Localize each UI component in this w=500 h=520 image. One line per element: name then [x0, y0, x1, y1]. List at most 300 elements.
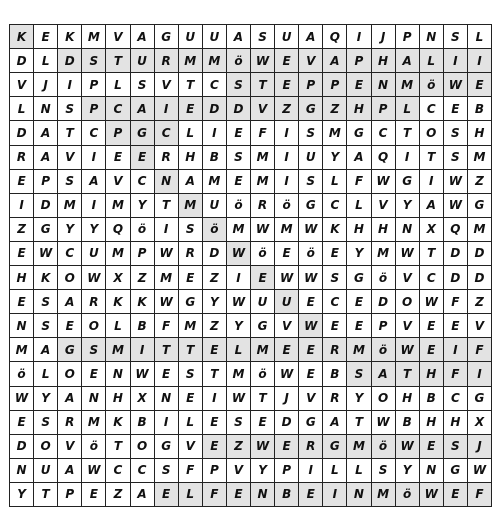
- grid-cell[interactable]: ö: [251, 242, 275, 266]
- grid-cell[interactable]: X: [106, 266, 130, 290]
- grid-cell[interactable]: M: [179, 314, 203, 338]
- grid-cell[interactable]: O: [396, 290, 420, 314]
- grid-cell[interactable]: I: [227, 266, 251, 290]
- grid-cell[interactable]: E: [179, 97, 203, 121]
- grid-cell[interactable]: I: [396, 146, 420, 170]
- grid-cell[interactable]: G: [396, 170, 420, 194]
- grid-cell[interactable]: W: [468, 459, 492, 483]
- grid-cell[interactable]: W: [396, 338, 420, 362]
- grid-cell[interactable]: E: [347, 290, 371, 314]
- grid-cell[interactable]: W: [444, 170, 468, 194]
- grid-cell[interactable]: N: [155, 170, 179, 194]
- grid-cell[interactable]: E: [251, 266, 275, 290]
- grid-cell[interactable]: I: [203, 121, 227, 145]
- grid-cell[interactable]: I: [444, 49, 468, 73]
- grid-cell[interactable]: Y: [10, 483, 34, 507]
- grid-cell[interactable]: T: [106, 49, 130, 73]
- grid-cell[interactable]: L: [179, 411, 203, 435]
- grid-cell[interactable]: M: [372, 483, 396, 507]
- grid-cell[interactable]: O: [131, 435, 155, 459]
- grid-cell[interactable]: M: [82, 25, 106, 49]
- grid-cell[interactable]: E: [444, 314, 468, 338]
- grid-cell[interactable]: M: [82, 411, 106, 435]
- grid-cell[interactable]: T: [179, 338, 203, 362]
- grid-cell[interactable]: B: [420, 387, 444, 411]
- grid-cell[interactable]: E: [323, 242, 347, 266]
- grid-cell[interactable]: E: [323, 314, 347, 338]
- grid-cell[interactable]: S: [58, 170, 82, 194]
- grid-cell[interactable]: A: [299, 25, 323, 49]
- grid-cell[interactable]: S: [323, 266, 347, 290]
- grid-cell[interactable]: D: [468, 242, 492, 266]
- grid-cell[interactable]: A: [82, 170, 106, 194]
- grid-cell[interactable]: N: [420, 459, 444, 483]
- grid-cell[interactable]: U: [203, 194, 227, 218]
- grid-cell[interactable]: W: [444, 194, 468, 218]
- grid-cell[interactable]: N: [82, 387, 106, 411]
- grid-cell[interactable]: ö: [251, 362, 275, 386]
- grid-cell[interactable]: W: [251, 435, 275, 459]
- grid-cell[interactable]: B: [468, 97, 492, 121]
- grid-cell[interactable]: ö: [10, 362, 34, 386]
- grid-cell[interactable]: W: [251, 49, 275, 73]
- grid-cell[interactable]: W: [155, 290, 179, 314]
- grid-cell[interactable]: C: [131, 170, 155, 194]
- grid-cell[interactable]: E: [468, 73, 492, 97]
- grid-cell[interactable]: R: [299, 435, 323, 459]
- grid-cell[interactable]: I: [82, 194, 106, 218]
- grid-cell[interactable]: S: [58, 97, 82, 121]
- grid-cell[interactable]: E: [251, 411, 275, 435]
- grid-cell[interactable]: ö: [203, 218, 227, 242]
- grid-cell[interactable]: P: [82, 97, 106, 121]
- grid-cell[interactable]: A: [372, 362, 396, 386]
- grid-cell[interactable]: U: [34, 459, 58, 483]
- grid-cell[interactable]: M: [251, 170, 275, 194]
- grid-cell[interactable]: C: [131, 459, 155, 483]
- grid-cell[interactable]: R: [323, 387, 347, 411]
- grid-cell[interactable]: S: [155, 459, 179, 483]
- grid-cell[interactable]: C: [203, 73, 227, 97]
- grid-cell[interactable]: F: [251, 121, 275, 145]
- grid-cell[interactable]: V: [396, 314, 420, 338]
- grid-cell[interactable]: Z: [106, 483, 130, 507]
- grid-cell[interactable]: T: [347, 411, 371, 435]
- grid-cell[interactable]: I: [155, 97, 179, 121]
- grid-cell[interactable]: I: [82, 146, 106, 170]
- grid-cell[interactable]: O: [420, 121, 444, 145]
- grid-cell[interactable]: D: [203, 97, 227, 121]
- grid-cell[interactable]: T: [58, 121, 82, 145]
- grid-cell[interactable]: I: [420, 170, 444, 194]
- grid-cell[interactable]: W: [251, 218, 275, 242]
- grid-cell[interactable]: T: [251, 73, 275, 97]
- grid-cell[interactable]: E: [299, 362, 323, 386]
- grid-cell[interactable]: C: [420, 266, 444, 290]
- grid-cell[interactable]: N: [372, 73, 396, 97]
- grid-cell[interactable]: W: [420, 483, 444, 507]
- grid-cell[interactable]: Q: [323, 25, 347, 49]
- grid-cell[interactable]: M: [106, 194, 130, 218]
- grid-cell[interactable]: N: [10, 459, 34, 483]
- grid-cell[interactable]: H: [420, 411, 444, 435]
- grid-cell[interactable]: C: [58, 242, 82, 266]
- grid-cell[interactable]: M: [10, 338, 34, 362]
- grid-cell[interactable]: M: [203, 170, 227, 194]
- grid-cell[interactable]: E: [10, 242, 34, 266]
- grid-cell[interactable]: W: [396, 435, 420, 459]
- grid-cell[interactable]: G: [58, 338, 82, 362]
- grid-cell[interactable]: A: [347, 146, 371, 170]
- grid-cell[interactable]: ö: [227, 194, 251, 218]
- grid-cell[interactable]: W: [275, 266, 299, 290]
- grid-cell[interactable]: S: [227, 73, 251, 97]
- grid-cell[interactable]: Q: [444, 218, 468, 242]
- grid-cell[interactable]: C: [420, 97, 444, 121]
- grid-cell[interactable]: C: [323, 194, 347, 218]
- grid-cell[interactable]: M: [275, 218, 299, 242]
- grid-cell[interactable]: G: [299, 194, 323, 218]
- grid-cell[interactable]: C: [82, 121, 106, 145]
- grid-cell[interactable]: E: [34, 25, 58, 49]
- grid-cell[interactable]: E: [10, 170, 34, 194]
- grid-cell[interactable]: M: [251, 146, 275, 170]
- grid-cell[interactable]: U: [251, 290, 275, 314]
- grid-cell[interactable]: W: [299, 266, 323, 290]
- grid-cell[interactable]: P: [203, 459, 227, 483]
- grid-cell[interactable]: D: [10, 121, 34, 145]
- grid-cell[interactable]: P: [58, 483, 82, 507]
- grid-cell[interactable]: L: [179, 483, 203, 507]
- grid-cell[interactable]: V: [299, 387, 323, 411]
- grid-cell[interactable]: M: [227, 218, 251, 242]
- grid-cell[interactable]: S: [227, 146, 251, 170]
- grid-cell[interactable]: C: [155, 121, 179, 145]
- grid-cell[interactable]: E: [444, 97, 468, 121]
- grid-cell[interactable]: I: [203, 387, 227, 411]
- grid-cell[interactable]: I: [468, 362, 492, 386]
- grid-cell[interactable]: Y: [251, 459, 275, 483]
- grid-cell[interactable]: E: [10, 290, 34, 314]
- grid-cell[interactable]: Y: [34, 387, 58, 411]
- grid-cell[interactable]: E: [58, 314, 82, 338]
- grid-cell[interactable]: D: [444, 242, 468, 266]
- grid-cell[interactable]: Z: [323, 97, 347, 121]
- grid-cell[interactable]: V: [299, 49, 323, 73]
- grid-cell[interactable]: E: [347, 73, 371, 97]
- grid-cell[interactable]: N: [106, 362, 130, 386]
- grid-cell[interactable]: M: [468, 146, 492, 170]
- grid-cell[interactable]: R: [155, 49, 179, 73]
- grid-cell[interactable]: T: [203, 362, 227, 386]
- grid-cell[interactable]: F: [347, 170, 371, 194]
- grid-cell[interactable]: X: [131, 387, 155, 411]
- grid-cell[interactable]: K: [131, 290, 155, 314]
- grid-cell[interactable]: W: [82, 459, 106, 483]
- grid-cell[interactable]: ö: [396, 483, 420, 507]
- grid-cell[interactable]: S: [131, 73, 155, 97]
- grid-cell[interactable]: D: [58, 49, 82, 73]
- grid-cell[interactable]: W: [10, 387, 34, 411]
- grid-cell[interactable]: P: [396, 25, 420, 49]
- grid-cell[interactable]: P: [347, 49, 371, 73]
- grid-cell[interactable]: M: [227, 362, 251, 386]
- grid-cell[interactable]: M: [203, 49, 227, 73]
- grid-cell[interactable]: T: [106, 435, 130, 459]
- grid-cell[interactable]: Z: [10, 218, 34, 242]
- grid-cell[interactable]: S: [227, 411, 251, 435]
- grid-cell[interactable]: W: [34, 242, 58, 266]
- grid-cell[interactable]: A: [34, 121, 58, 145]
- grid-cell[interactable]: R: [251, 194, 275, 218]
- grid-cell[interactable]: U: [179, 25, 203, 49]
- grid-cell[interactable]: S: [444, 121, 468, 145]
- grid-cell[interactable]: M: [347, 435, 371, 459]
- grid-cell[interactable]: P: [323, 73, 347, 97]
- grid-cell[interactable]: Q: [372, 146, 396, 170]
- grid-cell[interactable]: E: [106, 146, 130, 170]
- grid-cell[interactable]: Z: [227, 435, 251, 459]
- grid-cell[interactable]: W: [275, 362, 299, 386]
- grid-cell[interactable]: B: [131, 314, 155, 338]
- grid-cell[interactable]: P: [131, 242, 155, 266]
- grid-cell[interactable]: G: [131, 121, 155, 145]
- grid-cell[interactable]: A: [227, 25, 251, 49]
- grid-cell[interactable]: B: [275, 483, 299, 507]
- grid-cell[interactable]: L: [347, 459, 371, 483]
- grid-cell[interactable]: J: [372, 25, 396, 49]
- grid-cell[interactable]: G: [299, 411, 323, 435]
- grid-cell[interactable]: M: [155, 266, 179, 290]
- grid-cell[interactable]: G: [155, 25, 179, 49]
- grid-cell[interactable]: H: [106, 387, 130, 411]
- grid-cell[interactable]: W: [299, 314, 323, 338]
- grid-cell[interactable]: K: [34, 266, 58, 290]
- grid-cell[interactable]: I: [347, 25, 371, 49]
- grid-cell[interactable]: N: [10, 314, 34, 338]
- grid-cell[interactable]: A: [420, 194, 444, 218]
- grid-cell[interactable]: M: [396, 73, 420, 97]
- grid-cell[interactable]: L: [106, 314, 130, 338]
- grid-cell[interactable]: Y: [203, 290, 227, 314]
- grid-cell[interactable]: Q: [106, 218, 130, 242]
- grid-cell[interactable]: Y: [131, 194, 155, 218]
- grid-cell[interactable]: S: [444, 435, 468, 459]
- grid-cell[interactable]: W: [444, 73, 468, 97]
- grid-cell[interactable]: U: [275, 290, 299, 314]
- grid-cell[interactable]: E: [131, 146, 155, 170]
- grid-cell[interactable]: C: [106, 97, 130, 121]
- grid-cell[interactable]: E: [227, 170, 251, 194]
- grid-cell[interactable]: G: [34, 218, 58, 242]
- grid-cell[interactable]: L: [468, 25, 492, 49]
- grid-cell[interactable]: C: [444, 387, 468, 411]
- grid-cell[interactable]: H: [396, 387, 420, 411]
- grid-cell[interactable]: G: [251, 314, 275, 338]
- grid-cell[interactable]: W: [372, 411, 396, 435]
- grid-cell[interactable]: G: [155, 435, 179, 459]
- grid-cell[interactable]: L: [34, 49, 58, 73]
- grid-cell[interactable]: E: [275, 73, 299, 97]
- grid-cell[interactable]: S: [179, 362, 203, 386]
- grid-cell[interactable]: V: [58, 146, 82, 170]
- grid-cell[interactable]: S: [34, 314, 58, 338]
- grid-cell[interactable]: X: [420, 218, 444, 242]
- grid-cell[interactable]: M: [347, 338, 371, 362]
- grid-cell[interactable]: L: [179, 121, 203, 145]
- grid-cell[interactable]: G: [468, 387, 492, 411]
- grid-cell[interactable]: H: [347, 97, 371, 121]
- grid-cell[interactable]: N: [347, 483, 371, 507]
- grid-cell[interactable]: E: [275, 435, 299, 459]
- grid-cell[interactable]: M: [58, 194, 82, 218]
- grid-cell[interactable]: H: [10, 266, 34, 290]
- grid-cell[interactable]: O: [82, 314, 106, 338]
- grid-cell[interactable]: E: [275, 49, 299, 73]
- grid-cell[interactable]: G: [323, 435, 347, 459]
- grid-cell[interactable]: Y: [323, 146, 347, 170]
- grid-cell[interactable]: S: [34, 290, 58, 314]
- grid-cell[interactable]: ö: [372, 435, 396, 459]
- grid-cell[interactable]: P: [106, 121, 130, 145]
- grid-cell[interactable]: H: [444, 411, 468, 435]
- grid-cell[interactable]: W: [396, 242, 420, 266]
- grid-cell[interactable]: S: [82, 49, 106, 73]
- grid-cell[interactable]: T: [155, 194, 179, 218]
- grid-cell[interactable]: U: [82, 242, 106, 266]
- grid-cell[interactable]: ö: [372, 338, 396, 362]
- grid-cell[interactable]: K: [58, 25, 82, 49]
- grid-cell[interactable]: Z: [203, 314, 227, 338]
- grid-cell[interactable]: S: [251, 25, 275, 49]
- grid-cell[interactable]: E: [203, 411, 227, 435]
- grid-cell[interactable]: P: [82, 73, 106, 97]
- grid-cell[interactable]: I: [275, 121, 299, 145]
- grid-cell[interactable]: W: [299, 218, 323, 242]
- grid-cell[interactable]: ö: [275, 194, 299, 218]
- grid-cell[interactable]: R: [155, 146, 179, 170]
- grid-cell[interactable]: I: [468, 49, 492, 73]
- grid-cell[interactable]: E: [155, 483, 179, 507]
- grid-cell[interactable]: N: [420, 25, 444, 49]
- grid-cell[interactable]: Z: [275, 97, 299, 121]
- grid-cell[interactable]: S: [179, 218, 203, 242]
- grid-cell[interactable]: O: [58, 266, 82, 290]
- grid-cell[interactable]: E: [203, 435, 227, 459]
- grid-cell[interactable]: H: [347, 218, 371, 242]
- grid-cell[interactable]: R: [58, 411, 82, 435]
- grid-cell[interactable]: A: [396, 49, 420, 73]
- grid-cell[interactable]: T: [155, 338, 179, 362]
- grid-cell[interactable]: M: [179, 194, 203, 218]
- grid-cell[interactable]: V: [155, 73, 179, 97]
- grid-cell[interactable]: I: [10, 194, 34, 218]
- grid-cell[interactable]: Y: [227, 314, 251, 338]
- grid-cell[interactable]: N: [396, 218, 420, 242]
- grid-cell[interactable]: S: [82, 338, 106, 362]
- grid-cell[interactable]: B: [323, 362, 347, 386]
- grid-cell[interactable]: G: [179, 290, 203, 314]
- grid-cell[interactable]: L: [347, 194, 371, 218]
- grid-cell[interactable]: D: [468, 266, 492, 290]
- grid-cell[interactable]: G: [299, 97, 323, 121]
- grid-cell[interactable]: S: [444, 25, 468, 49]
- grid-cell[interactable]: W: [420, 290, 444, 314]
- grid-cell[interactable]: X: [468, 411, 492, 435]
- grid-cell[interactable]: U: [275, 25, 299, 49]
- grid-cell[interactable]: V: [251, 97, 275, 121]
- grid-cell[interactable]: J: [275, 387, 299, 411]
- grid-cell[interactable]: E: [227, 483, 251, 507]
- grid-cell[interactable]: W: [227, 290, 251, 314]
- grid-cell[interactable]: B: [131, 411, 155, 435]
- grid-cell[interactable]: T: [34, 483, 58, 507]
- grid-cell[interactable]: K: [106, 290, 130, 314]
- grid-cell[interactable]: A: [34, 338, 58, 362]
- grid-cell[interactable]: E: [155, 362, 179, 386]
- grid-cell[interactable]: V: [396, 266, 420, 290]
- grid-cell[interactable]: E: [347, 314, 371, 338]
- grid-cell[interactable]: D: [203, 242, 227, 266]
- grid-cell[interactable]: ö: [82, 435, 106, 459]
- grid-cell[interactable]: F: [444, 290, 468, 314]
- grid-cell[interactable]: G: [347, 266, 371, 290]
- grid-cell[interactable]: S: [347, 362, 371, 386]
- grid-cell[interactable]: P: [299, 73, 323, 97]
- grid-cell[interactable]: P: [34, 170, 58, 194]
- grid-cell[interactable]: M: [179, 49, 203, 73]
- grid-cell[interactable]: E: [275, 338, 299, 362]
- grid-cell[interactable]: K: [106, 411, 130, 435]
- grid-cell[interactable]: V: [106, 170, 130, 194]
- grid-cell[interactable]: E: [420, 338, 444, 362]
- grid-cell[interactable]: W: [82, 266, 106, 290]
- grid-cell[interactable]: D: [275, 411, 299, 435]
- grid-cell[interactable]: K: [10, 25, 34, 49]
- grid-cell[interactable]: ö: [131, 218, 155, 242]
- grid-cell[interactable]: Y: [396, 459, 420, 483]
- grid-cell[interactable]: T: [396, 362, 420, 386]
- grid-cell[interactable]: E: [299, 338, 323, 362]
- grid-cell[interactable]: L: [34, 362, 58, 386]
- grid-cell[interactable]: W: [155, 242, 179, 266]
- grid-cell[interactable]: I: [444, 338, 468, 362]
- grid-cell[interactable]: M: [251, 338, 275, 362]
- grid-cell[interactable]: V: [10, 73, 34, 97]
- grid-cell[interactable]: G: [468, 194, 492, 218]
- grid-cell[interactable]: ö: [299, 242, 323, 266]
- grid-cell[interactable]: J: [34, 73, 58, 97]
- grid-cell[interactable]: E: [82, 362, 106, 386]
- grid-cell[interactable]: Y: [347, 242, 371, 266]
- grid-cell[interactable]: ö: [372, 266, 396, 290]
- grid-cell[interactable]: Z: [468, 290, 492, 314]
- grid-cell[interactable]: A: [34, 146, 58, 170]
- grid-cell[interactable]: W: [227, 242, 251, 266]
- grid-cell[interactable]: E: [179, 387, 203, 411]
- grid-cell[interactable]: I: [323, 483, 347, 507]
- grid-cell[interactable]: Y: [82, 218, 106, 242]
- grid-cell[interactable]: M: [323, 121, 347, 145]
- grid-cell[interactable]: V: [468, 314, 492, 338]
- grid-cell[interactable]: H: [179, 146, 203, 170]
- grid-cell[interactable]: I: [155, 411, 179, 435]
- grid-cell[interactable]: W: [227, 387, 251, 411]
- grid-cell[interactable]: C: [106, 459, 130, 483]
- grid-cell[interactable]: N: [155, 387, 179, 411]
- grid-cell[interactable]: P: [275, 459, 299, 483]
- grid-cell[interactable]: O: [58, 362, 82, 386]
